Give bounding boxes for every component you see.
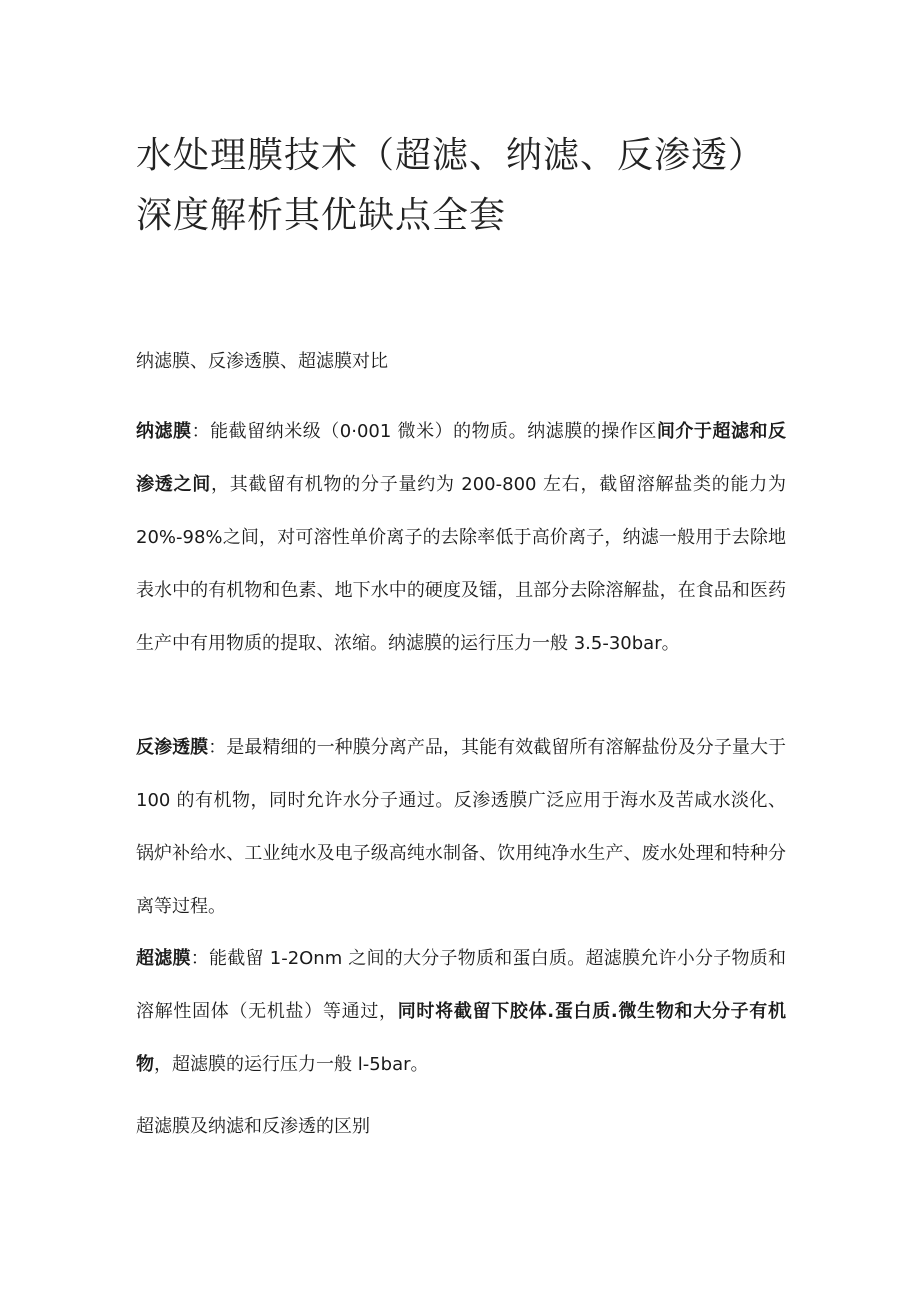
title-line-2: 深度解析其优缺点全套 (136, 195, 507, 236)
nanofiltration-text-2: ，其截留有机物的分子量约为 200-800 左右，截留溶解盐类的能力为 20%-98%之间，对可溶性单价离子的去除率低于高价离子，纳滤一般用于去除地表水中的有机物和色素、地下水中的硬度及镭，且部分去除溶解盐，在食品和医药生产中有用物质的提取、浓缩。纳滤膜的运行压力一般 3.5-30bar。 (136, 474, 786, 654)
ultrafiltration-paragraph (136, 932, 786, 1091)
nanofiltration-term: 纳滤膜 (136, 421, 192, 442)
nanofiltration-paragraph (136, 405, 786, 670)
reverse-osmosis-paragraph (136, 721, 786, 933)
title-line-1: 水处理膜技术（超滤、纳滤、反渗透） (136, 135, 766, 176)
document-title (136, 126, 796, 246)
ultrafiltration-text-1: ：能截留 1-2Onm 之间的大分子物质和蛋白质。超滤膜允许小分子物质和溶解性固体（无机盐）等通过， (136, 948, 787, 1022)
closing-heading: 超滤膜及纳滤和反渗透的区别 (136, 1116, 370, 1137)
nanofiltration-bold-1: 间介于超滤和反渗透之间 (136, 421, 787, 495)
reverse-osmosis-text-1: ：是最精细的一种膜分离产品，其能有效截留所有溶解盐份及分子量大于 100 的有机物，同时允许水分子通过。反渗透膜广泛应用于海水及苦咸水淡化、锅炉补给水、工业纯水及电子级高纯水制备、饮用纯净水生产、废水处理和特种分离等过程。 (136, 737, 787, 917)
nanofiltration-text-1: ：能截留纳米级（0·001 微米）的物质。纳滤膜的操作区 (191, 421, 657, 442)
ultrafiltration-bold-1: 同时将截留下胶体.蛋白质.微生物和大分子有机物 (136, 1001, 786, 1075)
subtitle-heading: 纳滤膜、反渗透膜、超滤膜对比 (136, 351, 388, 372)
reverse-osmosis-term: 反渗透膜 (136, 737, 209, 758)
ultrafiltration-text-2: ，超滤膜的运行压力一般 l-5bar。 (154, 1054, 429, 1075)
ultrafiltration-term: 超滤膜 (136, 948, 191, 969)
